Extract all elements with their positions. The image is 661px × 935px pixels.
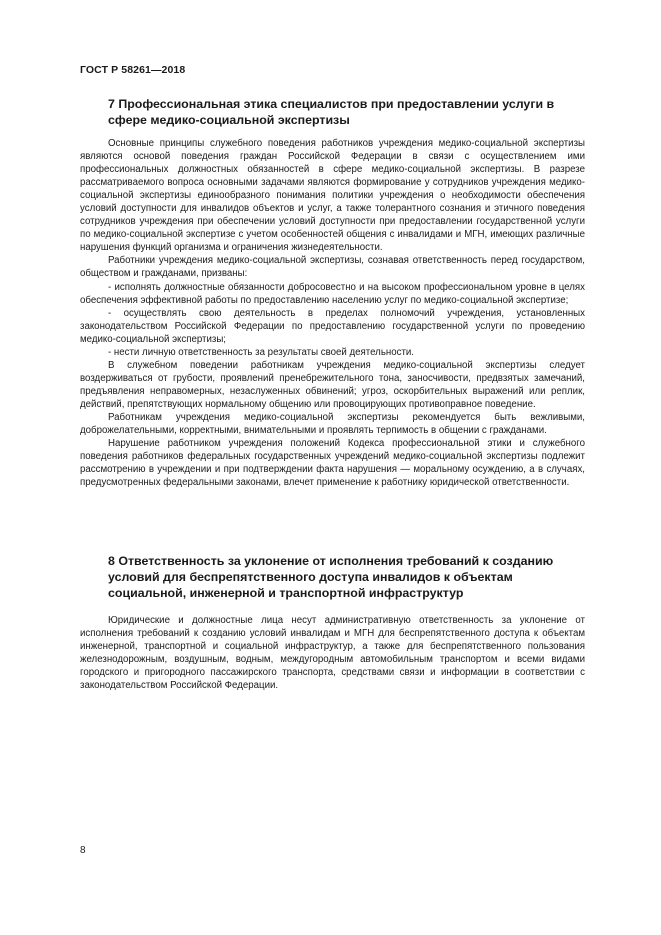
section-7-paragraph: Нарушение работником учреждения положений Кодекса профессиональной этики и служебного поведения работников федеральных государственных учреждений медико-социальной экспертизы подлежит рассмотрению в учреждении и при подтверждении факта нарушения — моральному осуждению, а в случаях, предусмотренных федеральными законами, влечет применение к работнику юридической ответственности. bbox=[80, 438, 585, 489]
section-7-list-item: - исполнять должностные обязанности добросовестно и на высоком профессиональном уровне в целях обеспечения эффективной работы по предоставлению населению услуг по медико-социальной экспертизе; bbox=[80, 281, 585, 306]
section-7-paragraph: В служебном поведении работникам учреждения медико-социальной экспертизы следует воздерживаться от грубости, проявлений пренебрежительного тона, заносчивости, предвзятых замечаний, предъявления неправомерных, незаслуженных обвинений; угроз, оскорбительных выражений или реплик, действий, препятствующих нормальному общению или провоцирующих противоправное поведение. bbox=[80, 359, 585, 410]
section-7-paragraph: Основные принципы служебного поведения работников учреждения медико-социальной экспертизы являются основой поведения граждан Российской Федерации в связи с осуществлением ими профессиональных должностных обязанностей в сфере медико-социальной экспертизы. В разрезе рассматриваемого вопроса основными задачами являются формирование у сотрудников учреждения медико-социальной экспертизы единообразного понимания политики учреждения о необходимости обеспечения условий доступности для инвалидов объектов и услуг, а также толерантного сознания и этичного поведения сотрудников учреждения при обеспечении условий доступности при предоставлении государственной услуги по медико-социальной экспертизе с учетом особенностей общения с инвалидами и МГН, имеющих различные нарушения функций организма и ограничения жизнедеятельности. bbox=[80, 138, 585, 254]
section-7-paragraph: Работники учреждения медико-социальной экспертизы, сознавая ответственность перед государством, обществом и гражданами, призваны: bbox=[80, 255, 585, 280]
document-header: ГОСТ Р 58261—2018 bbox=[80, 64, 186, 76]
section-8 bbox=[80, 553, 585, 692]
section-7-list-item: - нести личную ответственность за результаты своей деятельности. bbox=[108, 346, 414, 358]
section-8-title: 8 Ответственность за уклонение от исполнения требований к созданию условий для беспрепятственного доступа инвалидов к объектам социальной, инженерной и транспортной инфраструктур bbox=[108, 554, 554, 600]
section-7-paragraph: Работникам учреждения медико-социальной экспертизы рекомендуется быть вежливыми, доброжелательными, корректными, внимательными и проявлять терпимость в общении с гражданами. bbox=[80, 411, 585, 437]
section-7-title: 7 Профессиональная этика специалистов при предоставлении услуги в сфере медико-социальной экспертизы bbox=[108, 97, 555, 127]
section-7-list-item: - осуществлять свою деятельность в пределах полномочий учреждения, установленных законодательством Российской Федерации по предоставлению государственной услуги по проведению медико-социальной экспертизы; bbox=[80, 307, 585, 345]
page-number: 8 bbox=[80, 845, 86, 856]
section-8-paragraph: Юридические и должностные лица несут административную ответственность за уклонение от исполнения требований к созданию условий инвалидам и МГН для беспрепятственного доступа к объектам инженерной, транспортной и социальной инфраструктур, а также для беспрепятственного пользования железнодорожным, воздушным, водным, междугородным автомобильным транспортом и всеми видами городского и пригородного пассажирского транспорта, средствами связи и информации в соответствии с законодательством Российской Федерации. bbox=[80, 615, 585, 692]
section-7 bbox=[80, 96, 585, 489]
